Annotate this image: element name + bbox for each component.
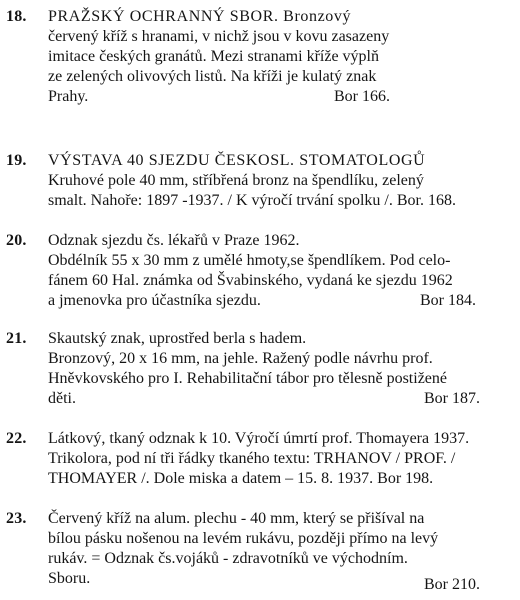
entry-reference: Bor 166. (334, 88, 390, 105)
entry-reference: Bor 187. (424, 390, 480, 407)
entry-text-line: a jmenovka pro účastníka sjezdu. (48, 292, 261, 309)
entry-text-line: Skautský znak, uprostřed berla s hadem. (48, 330, 307, 347)
entry-text-line: Červený kříž na alum. plechu - 40 mm, který se přišíval na (48, 510, 425, 527)
entry-reference: Bor 184. (420, 292, 476, 309)
entry-text-line: červený kříž s hranami, v nichž jsou v kovu zasazeny (48, 28, 390, 45)
entry-number: 18. (6, 8, 27, 25)
entry-text-line: Bronzový, 20 x 16 mm, na jehle. Ražený podle návrhu prof. (48, 350, 433, 367)
entry-text-line: fánem 60 Hal. známka od Švabinského, vydaná ke sjezdu 1962 (48, 272, 453, 289)
entry-text-line: THOMAYER /. Dole miska a datem – 15. 8. 1937. Bor 198. (48, 470, 434, 487)
entry-number: 22. (6, 430, 27, 447)
entry-text-line: Hněvkovského pro I. Rehabilitační tábor pro tělesně postižené (48, 370, 447, 387)
entry-text-line: ze zelených olivových listů. Na kříži je kulatý znak (48, 68, 377, 85)
entry-text-line: Prahy. (48, 88, 89, 105)
entry-text-line: Látkový, tkaný odznak k 10. Výročí úmrtí prof. Thomayera 1937. (48, 430, 470, 447)
entry-text-line: děti. (48, 390, 76, 407)
entry-number: 19. (6, 152, 27, 169)
entry-number: 20. (6, 232, 27, 249)
entry-text-line: smalt. Nahoře: 1897 -1937. / K výročí trvání spolku /. Bor. 168. (48, 192, 456, 209)
entry-title-line: PRAŽSKÝ OCHRANNÝ SBOR. Bronzový (48, 8, 352, 25)
entry-text-line: Sboru. (48, 570, 91, 587)
entry-text-line: Kruhové pole 40 mm, stříbřená bronz na špendlíku, zelený (48, 172, 424, 189)
entry-text-line: Obdélník 55 x 30 mm z umělé hmoty,se špendlíkem. Pod celo- (48, 252, 451, 269)
entry-text-line: bílou pásku nošenou na levém rukávu, později přímo na levý (48, 530, 439, 547)
entry-text-line: Trikolora, pod ní tři řádky tkaného textu: TRHANOV / PROF. / (48, 450, 456, 467)
entry-text-line: rukáv. = Odznak čs.vojáků - zdravotníků ve východním. (48, 550, 408, 567)
entry-text-line: Odznak sjezdu čs. lékařů v Praze 1962. (48, 232, 300, 249)
entry-number: 21. (6, 330, 27, 347)
entry-text-line: imitace českých granátů. Mezi stranami kříže výplň (48, 48, 379, 65)
entry-number: 23. (6, 510, 27, 527)
entry-reference: Bor 210. (424, 576, 480, 593)
entry-title-line: VÝSTAVA 40 SJEZDU ČESKOSL. STOMATOLOGŮ (48, 152, 426, 169)
